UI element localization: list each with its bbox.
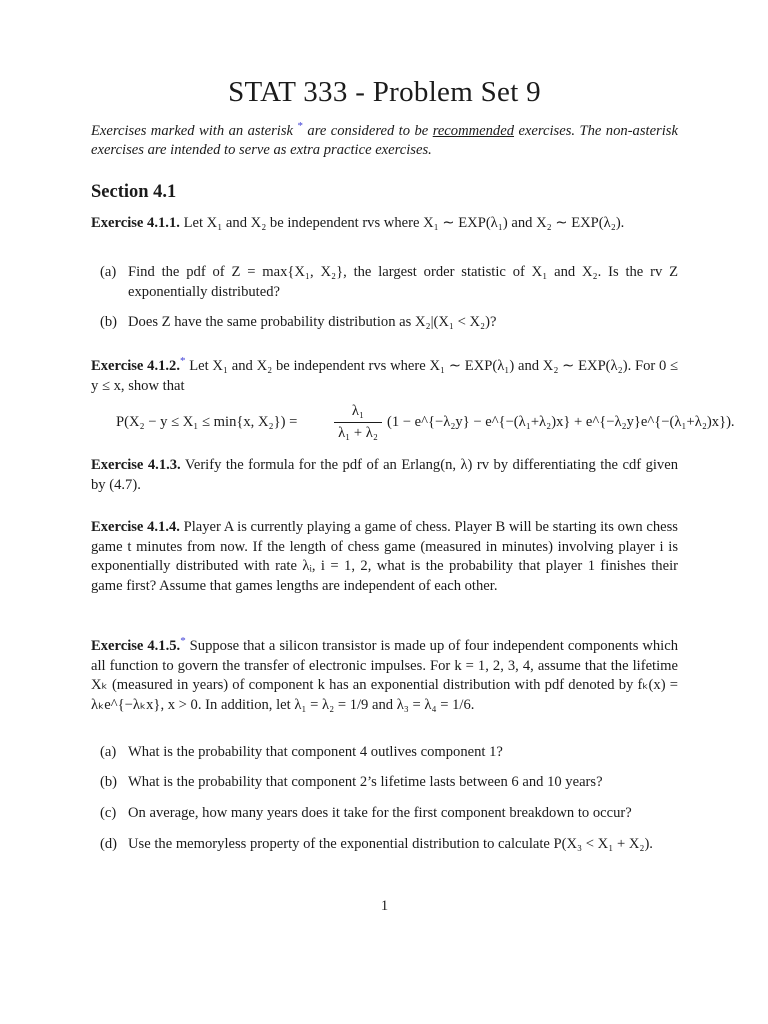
exercise-4-1-5	[91, 637, 678, 715]
page-title: STAT 333 - Problem Set 9	[228, 76, 541, 108]
intro-paragraph	[91, 122, 678, 160]
page-number: 1	[380, 898, 389, 914]
intro-underlined-word: recommended	[432, 123, 515, 139]
equation-rhs: (1 − e^{−λ₂y} − e^{−(λ₁+λ₂)x} + e^{−λ₂y}e^{−(λ₁+λ₂)x}).	[387, 414, 735, 430]
exercise-text: Player A is currently playing a game of chess. Player B will be starting its own chess game t minutes from now. If the length of chess game (measured in minutes) involving player i is exponentially distributed with rate λᵢ, i = 1, 2, what is the probability that player 1 finishes their game first? Assume that games lengths are independent of each other.	[91, 519, 678, 594]
part-label: (d)	[100, 836, 118, 852]
part-label: (b)	[100, 314, 118, 330]
exercise-4-1-1-part-b	[100, 313, 678, 333]
asterisk-marker: *	[297, 120, 303, 133]
exercise-4-1-5-part-c	[100, 804, 678, 824]
exercise-text: Let X₁ and X₂ be independent rvs where X₁ ∼ EXP(λ₁) and X₂ ∼ EXP(λ₂). For 0 ≤ y ≤ x, show that	[91, 358, 678, 394]
exercise-label: Exercise 4.1.4.	[91, 519, 180, 535]
fraction-denominator: λ₁ + λ₂	[338, 425, 378, 441]
intro-text-1: Exercises marked with an asterisk	[91, 123, 294, 139]
part-label: (b)	[100, 774, 118, 790]
exercise-text: Verify the formula for the pdf of an Erlang(n, λ) rv by differentiating the cdf given by (4.7).	[91, 457, 679, 493]
exercise-text: Suppose that a silicon transistor is made up of four independent components which all function to govern the transfer of electronic impulses. For k = 1, 2, 3, 4, assume that the lifetime Xₖ (measured in years) of component k has an exponential distribution with pdf denoted by fₖ(x) = λₖe^{−λₖx}, x > 0. In addition, let λ₁ = λ₂ = 1/9 and λ₃ = λ₄ = 1/6.	[91, 638, 678, 713]
exercise-4-1-1-part-a	[100, 263, 678, 302]
intro-text-2: are considered to be	[307, 123, 429, 139]
exercise-text: Let X₁ and X₂ be independent rvs where X₁ ∼ EXP(λ₁) and X₂ ∼ EXP(λ₂).	[183, 215, 625, 231]
part-text: Use the memoryless property of the exponential distribution to calculate P(X₃ < X₁ + X₂).	[128, 836, 653, 852]
part-label: (c)	[100, 805, 117, 821]
exercise-label: Exercise 4.1.5.	[91, 638, 181, 654]
equation-fraction	[334, 403, 382, 442]
equation-lhs: P(X₂ − y ≤ X₁ ≤ min{x, X₂}) =	[116, 414, 298, 430]
part-label: (a)	[100, 744, 117, 760]
exercise-4-1-4	[91, 518, 678, 596]
exercise-label: Exercise 4.1.3.	[91, 457, 181, 473]
part-text: What is the probability that component 4 outlives component 1?	[128, 744, 503, 760]
exercise-4-1-2	[91, 357, 678, 396]
fraction-numerator: λ₁	[334, 403, 382, 423]
display-equation	[116, 401, 735, 445]
exercise-4-1-3	[91, 456, 678, 495]
part-text: Does Z have the same probability distribution as X₂|(X₁ < X₂)?	[128, 314, 497, 330]
exercise-4-1-1	[91, 214, 678, 234]
exercise-4-1-5-part-d	[100, 835, 678, 855]
exercise-label: Exercise 4.1.2.	[91, 358, 180, 374]
part-text: What is the probability that component 2’s lifetime lasts between 6 and 10 years?	[128, 774, 603, 790]
part-label: (a)	[100, 264, 117, 280]
section-heading: Section 4.1	[91, 182, 177, 202]
asterisk-marker: *	[179, 355, 186, 368]
intro-text-3: exercises. The non-asterisk exercises are intended to serve as extra practice exercises.	[91, 123, 678, 158]
part-text: On average, how many years does it take for the first component breakdown to occur?	[128, 805, 632, 821]
exercise-4-1-5-part-b	[100, 773, 678, 793]
exercise-label: Exercise 4.1.1.	[91, 215, 180, 231]
exercise-4-1-5-part-a	[100, 743, 678, 763]
part-text: Find the pdf of Z = max{X₁, X₂}, the largest order statistic of X₁ and X₂. Is the rv Z exponentially distributed?	[128, 264, 678, 300]
asterisk-marker: *	[180, 635, 186, 648]
